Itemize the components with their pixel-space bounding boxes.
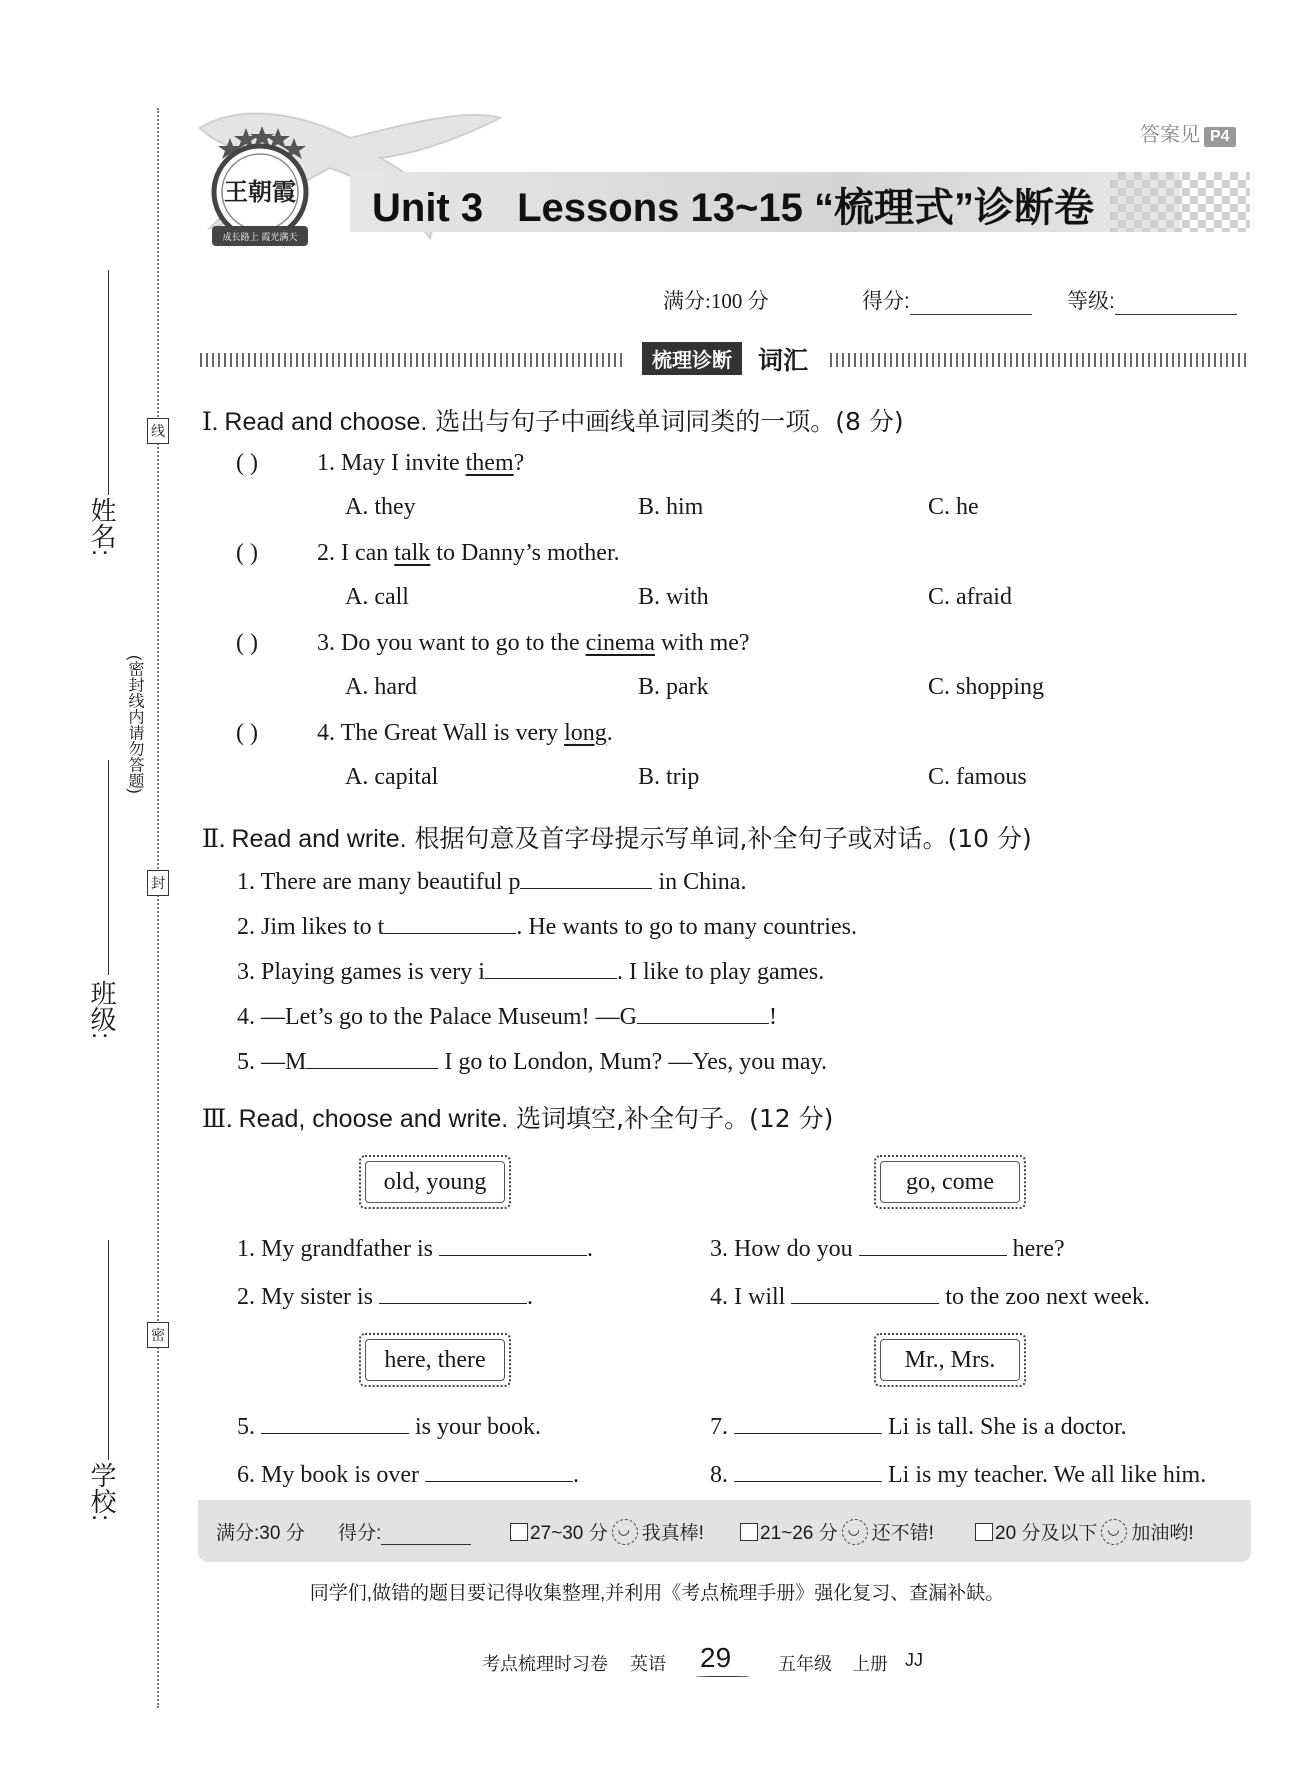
logo-slogan: 成长路上 霞光满天: [222, 233, 298, 243]
answer-reference: 答案见 P4: [1140, 118, 1236, 147]
footer-volume: 上册: [852, 1654, 888, 1674]
page-number: 29: [700, 1642, 732, 1673]
q1-option-a: A. they: [345, 494, 416, 520]
footer-grade: 五年级: [778, 1654, 832, 1674]
q1-option-b: B. him: [638, 494, 704, 520]
q4-option-b: B. trip: [638, 764, 700, 790]
q4-option-c: C. famous: [928, 764, 1027, 790]
q2-option-a: A. call: [345, 584, 409, 610]
q3-option-c: C. shopping: [928, 674, 1045, 700]
score-field: 得分:: [862, 285, 1032, 315]
smile-face-icon: [612, 1519, 638, 1545]
smile-face-icon: [842, 1519, 868, 1545]
page-title: Unit 3 Lessons 13~15 “梳理式”诊断卷: [372, 186, 1094, 230]
scorebar-score: 得分:: [338, 1518, 471, 1545]
p3-blank-1[interactable]: [439, 1233, 587, 1256]
q2-option-c: C. afraid: [928, 584, 1012, 610]
name-write-line[interactable]: [108, 270, 109, 495]
seal-dotted-line: [157, 108, 159, 1708]
rating-checkbox-3[interactable]: [975, 1523, 993, 1541]
q1-stem: 1. May I invite them?: [317, 450, 525, 476]
q3-answer-paren[interactable]: ( ): [236, 630, 258, 656]
p2-blank-3[interactable]: [485, 956, 617, 979]
q3-stem: 3. Do you want to go to the cinema with me?: [317, 630, 750, 656]
school-label: 学校:: [87, 1462, 117, 1522]
brand-logo: [198, 120, 318, 250]
q4-answer-paren[interactable]: ( ): [236, 720, 258, 746]
p3-blank-4[interactable]: [791, 1281, 939, 1304]
word-box-go-come: go, come: [874, 1155, 1026, 1209]
p3-sentence-1: 1. My grandfather is .: [237, 1233, 593, 1263]
p2-blank-4[interactable]: [637, 1001, 769, 1024]
secret-char-box: 密: [147, 1322, 169, 1348]
p3-blank-8[interactable]: [734, 1459, 882, 1482]
score-blank[interactable]: [910, 292, 1032, 315]
review-note: 同学们,做错的题目要记得收集整理,并利用《考点梳理手册》强化复习、查漏补缺。: [309, 1583, 1005, 1604]
seal-char-box: 封: [147, 870, 169, 896]
logo-text: 王朝霞: [224, 178, 296, 206]
q3-option-b: B. park: [638, 674, 709, 700]
line-char-box: 线: [147, 418, 169, 444]
rating-checkbox-1[interactable]: [510, 1523, 528, 1541]
p2-blank-5[interactable]: [306, 1046, 438, 1069]
school-write-line[interactable]: [108, 1240, 109, 1460]
p3-sentence-6: 6. My book is over .: [237, 1459, 579, 1489]
p3-blank-6[interactable]: [425, 1459, 573, 1482]
p3-sentence-5: 5. is your book.: [237, 1411, 541, 1441]
rating-option-2: 21~26 分◡ 还不错!: [740, 1518, 934, 1545]
footer-subject: 英语: [630, 1654, 666, 1674]
p3-blank-3[interactable]: [859, 1233, 1007, 1256]
p3-sentence-7: 7. Li is tall. She is a doctor.: [710, 1411, 1127, 1441]
part3-heading: Ⅲ. Read, choose and write. 选词填空,补全句子。(12 分): [202, 1104, 834, 1133]
q2-option-b: B. with: [638, 584, 709, 610]
checker-decoration: [1110, 172, 1250, 232]
section-word: 词汇: [758, 347, 809, 375]
rating-option-1: 27~30 分◡ 我真棒!: [510, 1518, 704, 1545]
q1-answer-paren[interactable]: ( ): [236, 450, 258, 476]
word-box-mr-mrs: Mr., Mrs.: [874, 1333, 1026, 1387]
scorebar-score-blank[interactable]: [381, 1526, 471, 1545]
p3-blank-2[interactable]: [379, 1281, 527, 1304]
q2-answer-paren[interactable]: ( ): [236, 540, 258, 566]
p2-item-4: 4. —Let’s go to the Palace Museum! —G !: [237, 1001, 777, 1031]
p3-blank-7[interactable]: [734, 1411, 882, 1434]
rating-option-3: 20 分及以下◡ 加油哟!: [975, 1518, 1194, 1545]
class-write-line[interactable]: [108, 760, 109, 975]
banner-rule-left: [200, 353, 625, 367]
p2-blank-2[interactable]: [384, 911, 516, 934]
grade-field: 等级:: [1067, 285, 1237, 315]
scorebar-full: 满分:30 分: [216, 1523, 305, 1544]
p2-item-3: 3. Playing games is very i . I like to play games.: [237, 956, 824, 986]
q1-option-c: C. he: [928, 494, 979, 520]
class-label: 班级:: [87, 980, 117, 1040]
p2-blank-1[interactable]: [520, 866, 652, 889]
q4-stem: 4. The Great Wall is very long.: [317, 720, 613, 746]
part1-heading: Ⅰ. Read and choose. 选出与句子中画线单词同类的一项。(8 分): [202, 407, 904, 436]
q2-stem: 2. I can talk to Danny’s mother.: [317, 540, 620, 566]
rating-checkbox-2[interactable]: [740, 1523, 758, 1541]
p2-item-1: 1. There are many beautiful p in China.: [237, 866, 746, 896]
word-box-old-young: old, young: [359, 1155, 511, 1209]
footer-edition: JJ: [905, 1650, 923, 1670]
part2-heading: Ⅱ. Read and write. 根据句意及首字母提示写单词,补全句子或对话。(10 分): [202, 824, 1032, 853]
seal-notice: (密封线内请勿答题): [126, 655, 143, 794]
p3-blank-5[interactable]: [261, 1411, 409, 1434]
banner-rule-right: [830, 353, 1250, 367]
name-label: 姓名:: [87, 497, 117, 557]
grade-blank[interactable]: [1115, 292, 1237, 315]
p3-sentence-8: 8. Li is my teacher. We all like him.: [710, 1459, 1206, 1489]
word-box-here-there: here, there: [359, 1333, 511, 1387]
p2-item-2: 2. Jim likes to t . He wants to go to many countries.: [237, 911, 857, 941]
p2-item-5: 5. —M I go to London, Mum? —Yes, you may.: [237, 1046, 827, 1076]
footer-series: 考点梳理时习卷: [482, 1654, 608, 1674]
p3-sentence-3: 3. How do you here?: [710, 1233, 1065, 1263]
p3-sentence-4: 4. I will to the zoo next week.: [710, 1281, 1150, 1311]
q4-option-a: A. capital: [345, 764, 439, 790]
p3-sentence-2: 2. My sister is .: [237, 1281, 533, 1311]
full-score: 满分:100 分: [663, 289, 769, 313]
cheer-face-icon: [1101, 1519, 1127, 1545]
section-tag: 梳理诊断: [642, 342, 742, 375]
q3-option-a: A. hard: [345, 674, 417, 700]
page-number-underline: [696, 1676, 750, 1677]
answer-page-tag: P4: [1204, 127, 1236, 147]
